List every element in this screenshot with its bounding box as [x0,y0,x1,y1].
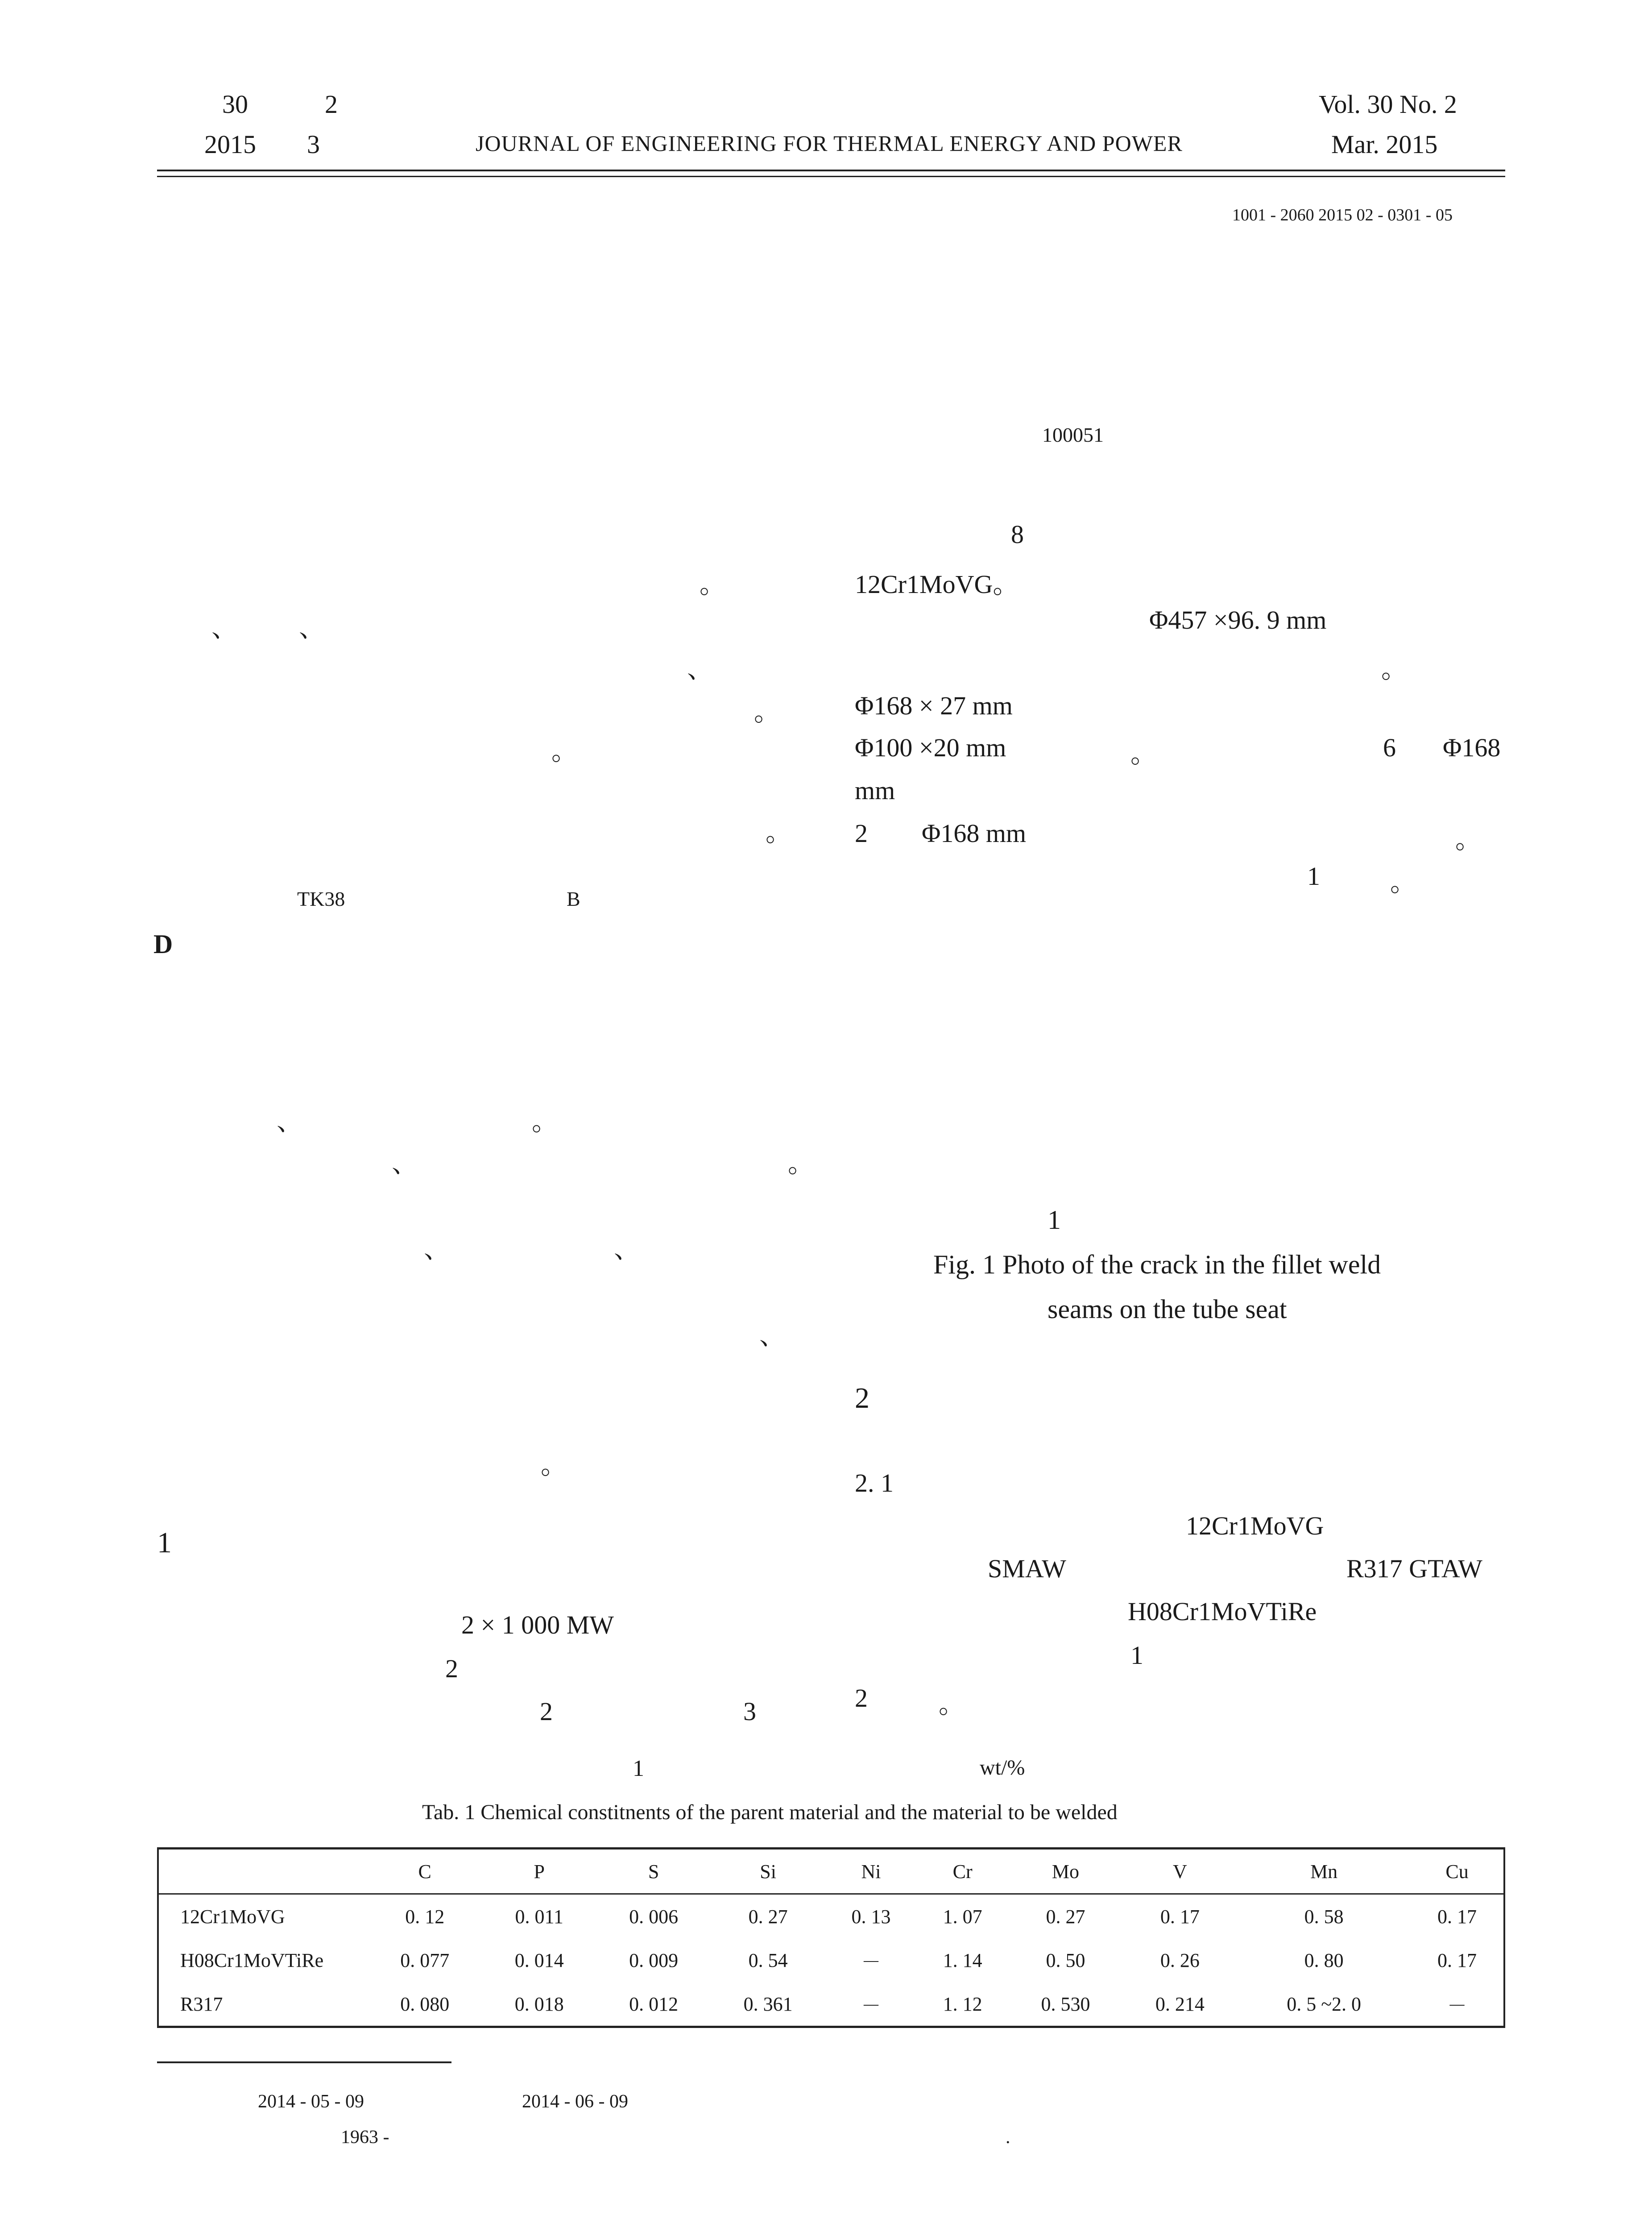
section-2-heading: 2 [855,1382,869,1414]
chemical-composition-table [157,1847,1505,2028]
table-row [158,1894,1504,1939]
row-label: R317 [180,1993,223,2015]
header-rule-top [157,170,1505,171]
document-code: B [567,887,580,910]
revised-date: 2014 - 06 - 09 [522,2091,628,2112]
punct: 、 [687,655,713,684]
punct: 、 [211,614,238,643]
punct: 、 [277,1107,303,1136]
punct: 。 [754,697,780,726]
table-cell: 0. 361 [743,1993,793,2015]
table-cell: 0. 5 ~2. 0 [1287,1993,1362,2015]
column-header: Ni [825,1849,917,1894]
symbol-d: D [153,929,173,959]
volume-number-cn: 30 [222,90,248,119]
column-header: V [1123,1849,1237,1894]
punct: 。 [541,1451,567,1480]
punct: 。 [1455,825,1482,854]
table-cell: 0. 17 [1437,1905,1477,1928]
table-row [158,1982,1504,2027]
table-cell: 0. 17 [1437,1949,1477,1971]
table-cell: 0. 080 [400,1993,450,2015]
volume-issue-en: Vol. 30 No. 2 [1319,90,1457,119]
table-unit: wt/% [980,1756,1025,1779]
table-cell: 1. 07 [943,1905,982,1928]
figure-ref: 1 [1307,862,1320,891]
table-cell: 0. 13 [851,1905,891,1928]
number: 8 [1011,520,1024,549]
table-number: 1 [633,1756,644,1781]
punct: 。 [788,1149,814,1178]
number: 2 [540,1697,553,1726]
punct: 。 [532,1107,558,1136]
column-header: Mo [1008,1849,1122,1894]
number: 3 [743,1697,756,1726]
table-caption: Tab. 1 Chemical constitnents of the parent material and the material to be welded [422,1800,1118,1824]
unit-capacity: 2 × 1 000 MW [461,1610,614,1639]
table-cell: 0. 50 [1046,1949,1085,1971]
table-cell: 0. 54 [748,1949,788,1971]
table-cell: － [861,1995,881,2017]
table-header-row [158,1849,1504,1894]
figure-caption-line2: seams on the tube seat [1048,1294,1287,1324]
date-en: Mar. 2015 [1331,130,1438,159]
table-cell: 0. 006 [629,1905,679,1928]
table-cell: 0. 530 [1041,1993,1090,2015]
table-cell: 0. 26 [1160,1949,1200,1971]
material-grade: 12Cr1MoVG。 [855,570,1019,599]
number: 2 [445,1654,458,1683]
table-cell: 0. 011 [515,1905,563,1928]
material-grade: 12Cr1MoVG [1186,1511,1324,1540]
welding-process: SMAW [988,1554,1066,1583]
footnote-rule [157,2061,451,2063]
dimension: Φ457 ×96. 9 mm [1149,605,1327,634]
section-1-heading: 1 [157,1526,172,1559]
unit: mm [855,776,895,805]
column-header: S [596,1849,711,1894]
figure-number: 1 [1048,1205,1061,1235]
received-date: 2014 - 05 - 09 [258,2091,364,2112]
dimension: Φ168 mm [922,819,1027,848]
table-cell: － [1447,1995,1467,2017]
punct: 、 [392,1149,418,1178]
table-cell: 1. 14 [943,1949,982,1971]
table-cell: 0. 27 [748,1905,788,1928]
dimension: Φ168 × 27 mm [855,691,1013,720]
row-label: 12Cr1MoVG [180,1905,285,1928]
dimension: Φ100 ×20 mm [855,733,1006,762]
table-cell: 0. 214 [1155,1993,1205,2015]
table-cell: 0. 80 [1304,1949,1344,1971]
column-header: Cu [1411,1849,1504,1894]
journal-title: JOURNAL OF ENGINEERING FOR THERMAL ENERGY AND POWER [476,131,1183,156]
welding-rod: R317 GTAW [1346,1554,1482,1583]
punct: 、 [759,1321,786,1350]
column-header: C [368,1849,482,1894]
punct: 。 [939,1690,965,1719]
punct: 、 [424,1235,450,1264]
welding-wire: H08Cr1MoVTiRe [1128,1597,1317,1626]
table-corner [158,1849,368,1894]
row-label: H08Cr1MoVTiRe [180,1949,324,1971]
postcode: 100051 [1042,423,1104,446]
column-header: P [482,1849,596,1894]
punct: 、 [614,1235,640,1264]
issue-number-cn: 2 [325,90,338,119]
punct: 。 [1390,868,1416,897]
header-rule-bottom [157,176,1505,177]
table-row [158,1938,1504,1982]
footnote-dot: . [1006,2127,1010,2148]
punct: 。 [551,737,578,766]
number: 2 [855,1684,868,1713]
article-number: 1001 - 2060 2015 02 - 0301 - 05 [1232,206,1453,224]
table-cell: － [861,1951,881,1973]
figure-caption-line1: Fig. 1 Photo of the crack in the fillet weld [933,1250,1381,1279]
punct: 。 [1130,739,1157,768]
punct: 。 [766,818,792,847]
punct: 。 [1381,655,1408,684]
month-cn: 3 [307,130,320,159]
table-cell: 0. 12 [405,1905,445,1928]
section-2-1-heading: 2. 1 [855,1468,894,1497]
column-header: Cr [917,1849,1008,1894]
table-cell: 0. 27 [1046,1905,1085,1928]
year-cn: 2015 [204,130,256,159]
punct: 。 [700,570,726,599]
table-cell: 0. 018 [514,1993,564,2015]
column-header: Mn [1237,1849,1411,1894]
table-cell: 1. 12 [943,1993,982,2015]
table-cell: 0. 012 [629,1993,679,2015]
table-cell: 0. 009 [629,1949,679,1971]
table-cell: 0. 58 [1304,1905,1344,1928]
number: 6 [1383,733,1396,762]
dimension: Φ168 [1443,733,1501,762]
column-header: Si [711,1849,825,1894]
table-cell: 0. 077 [400,1949,450,1971]
number: 2 [855,819,868,848]
table-ref: 1 [1130,1641,1143,1670]
author-birth-year: 1963 - [341,2127,389,2148]
table-cell: 0. 014 [514,1949,564,1971]
clc-number: TK38 [297,887,345,910]
punct: 、 [299,614,325,643]
table-cell: 0. 17 [1160,1905,1200,1928]
